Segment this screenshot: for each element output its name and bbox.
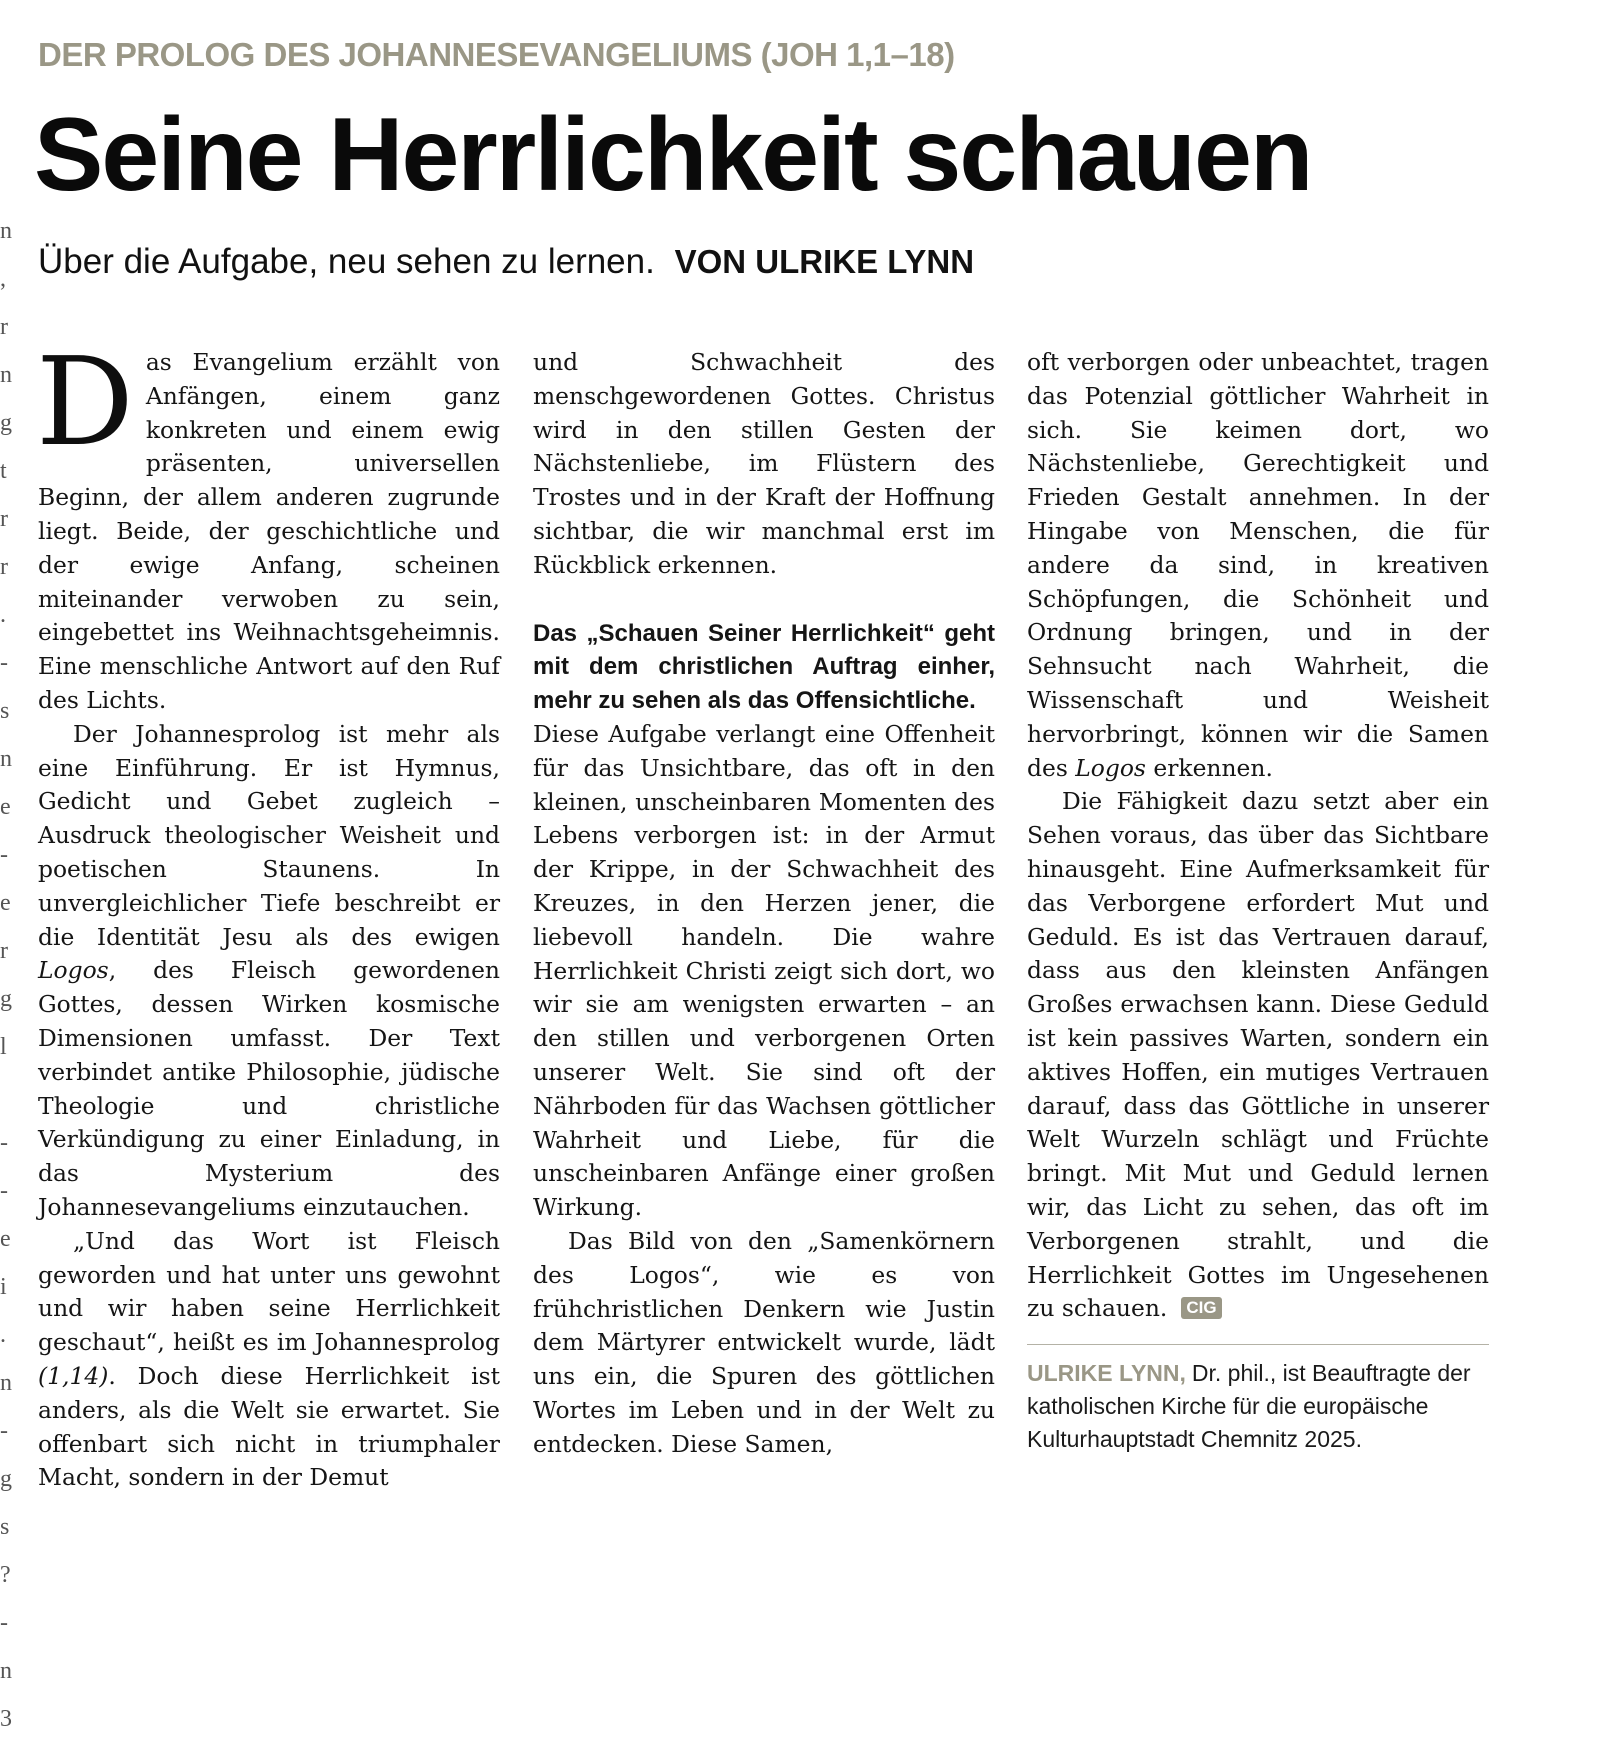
article-column-1 <box>36 331 500 1495</box>
paragraph-text: Die Fähigkeit dazu setzt aber ein Sehen voraus, das über das Sichtbare hinausgeht. Eine Aufmerksamkeit für das Verborgene erfordert Mut und Geduld. Es ist das Vertrauen darauf, dass aus den kleinsten Anfängen Großes erwachsen kann. Diese Geduld ist kein passives Warten, sondern ein aktives Hoffen, ein mutiges Vertrauen darauf, dass das Göttliche in unserer Welt Wurzeln schlägt und Früchte bringt. Mit Mut und Geduld lernen wir, das Licht zu sehen, das oft im Verborgenen strahlt, und die Herrlichkeit Gottes im Ungesehenen zu schauen. <box>1027 787 1489 1323</box>
edge-fragment-char: l <box>0 1034 7 1060</box>
paragraph-text: erkennen. <box>1145 753 1273 782</box>
paragraph-text: as Evangelium erzählt von Anfängen, einem ganz konkreten und einem ewig präsenten, universellen Beginn, der allem anderen zugrunde liegt. Beide, der geschichtliche und der ewige Anfang, scheinen miteinander verwoben zu sein, eingebettet ins Weihnachtsgeheimnis. Eine menschliche Antwort auf den Ruf des Lichts. <box>38 348 500 714</box>
paragraph-text: , des Fleisch gewordenen Gottes, dessen Wirken kosmische Dimensionen umfasst. Der Text verbindet antike Philosophie, jüdische Theologie und christliche Verkündigung zu einer Einladung, in das Mysterium des Johannesevangeliums einzutauchen. <box>38 956 500 1221</box>
edge-fragment-char: i <box>0 1274 7 1300</box>
edge-fragment-char: n <box>0 362 12 388</box>
adjacent-column-fragment <box>0 218 12 1732</box>
paragraph <box>38 718 500 1225</box>
edge-fragment-char: - <box>0 1130 8 1156</box>
paragraph <box>38 1225 500 1495</box>
article-column-3 <box>1027 346 1489 1456</box>
edge-fragment-char: e <box>0 1226 11 1252</box>
logos-term: Logos <box>38 956 109 985</box>
edge-fragment-char: g <box>0 410 12 436</box>
end-badge: CIG <box>1181 1297 1221 1319</box>
paragraph-text: „Und das Wort ist Fleisch geworden und hat unter uns gewohnt und wir haben seine Herrlichkeit geschaut“, heißt es im Johannesprolog <box>38 1226 500 1357</box>
edge-fragment-char: r <box>0 938 8 964</box>
bio-name: ULRIKE LYNN, <box>1027 1360 1186 1387</box>
author-bio <box>1027 1357 1489 1456</box>
edge-fragment-char: . <box>0 1322 6 1348</box>
paragraph <box>1027 346 1489 785</box>
edge-fragment-char: r <box>0 554 8 580</box>
edge-fragment-char: - <box>0 1178 8 1204</box>
paragraph-text: Der Johannesprolog ist mehr als eine Einführung. Er ist Hymnus, Gedicht und Gebet zugleich – Ausdruck theologischer Weisheit und poetischen Staunens. In unvergleichlicher Tiefe beschreibt er die Identität Jesu als des ewigen <box>38 719 500 951</box>
logos-term: Logos <box>1075 753 1146 782</box>
edge-fragment-char <box>0 1082 8 1130</box>
paragraph <box>36 331 500 718</box>
edge-fragment-char: t <box>0 458 7 484</box>
edge-fragment-char: n <box>0 1658 12 1684</box>
edge-fragment-char: n <box>0 1370 12 1396</box>
edge-fragment-char: n <box>0 746 12 772</box>
edge-fragment-char: n <box>0 218 12 244</box>
edge-fragment-char: e <box>0 794 11 820</box>
edge-fragment-char: . <box>0 602 6 628</box>
edge-fragment-char: s <box>0 1514 10 1540</box>
deck <box>38 242 974 282</box>
edge-fragment-char: 3 <box>0 1706 12 1732</box>
edge-fragment-char: g <box>0 1466 12 1492</box>
article-column-2 <box>533 346 995 1462</box>
paragraph: und Schwachheit des menschgewordenen Gottes. Christus wird in den stillen Gesten der Nächstenliebe, im Flüstern des Trostes und in der Kraft der Hoffnung sichtbar, die wir manchmal erst im Rückblick erkennen. <box>533 348 995 579</box>
kicker: DER PROLOG DES JOHANNESEVANGELIUMS (JOH 1,1–18) <box>38 36 955 73</box>
subhead: Das „Schauen Seiner Herrlichkeit“ geht mit dem christlichen Auftrag einher, mehr zu sehen als das Offensichtliche. <box>533 619 995 715</box>
headline: Seine Herrlichkeit schauen <box>34 97 1312 213</box>
edge-fragment-char: , <box>0 266 6 292</box>
edge-fragment-char: - <box>0 1610 8 1636</box>
edge-fragment-char: - <box>0 842 8 868</box>
edge-fragment-char: ? <box>0 1562 11 1588</box>
edge-fragment-char: - <box>0 650 8 676</box>
edge-fragment-char: r <box>0 314 8 340</box>
paragraph-text: oft verborgen oder unbeachtet, tragen das Potenzial göttlicher Wahrheit in sich. Sie keimen dort, wo Nächstenliebe, Gerechtigkeit und Frieden Gestalt annehmen. In der Hingabe von Menschen, die für andere da sind, in kreativen Schöpfungen, die Schönheit und Ordnung bringen, und in der Sehnsucht nach Wahrheit, die Wissenschaft und Weisheit hervorbringt, können wir die Samen des <box>1027 348 1489 782</box>
verse-reference: (1,14) <box>38 1361 109 1390</box>
edge-fragment-char: e <box>0 890 11 916</box>
edge-fragment-char: - <box>0 1418 8 1444</box>
edge-fragment-char: g <box>0 986 12 1012</box>
edge-fragment-char: s <box>0 698 10 724</box>
divider <box>1027 1344 1489 1345</box>
paragraph: Diese Aufgabe verlangt eine Offenheit für das Unsichtbare, das oft in den kleinen, unscheinbaren Momenten des Lebens verborgen ist: in der Armut der Krippe, in der Schwachheit des Kreuzes, in den Herzen jener, die liebevoll handeln. Die wahre Herrlichkeit Christi zeigt sich dort, wo wir sie am wenigsten erwarten – an den stillen und verborgenen Orten unserer Welt. Sie sind oft der Nährboden für das Wachsen göttlicher Wahrheit und Liebe, für die unscheinbaren Anfänge einer großen Wirkung. <box>533 719 995 1222</box>
drop-cap: D <box>36 331 134 473</box>
deck-text: Über die Aufgabe, neu sehen zu lernen. <box>38 242 655 281</box>
bio-text: Dr. phil., ist Beauftragte der katholischen Kirche für die europäische Kulturhauptstadt Chemnitz 2025. <box>1027 1360 1471 1453</box>
paragraph <box>1027 785 1489 1326</box>
paragraph: Das Bild von den „Samenkörnern des Logos“, wie es von frühchristlichen Denkern wie Justin dem Märtyrer entwickelt wurde, lädt uns ein, die Spuren des göttlichen Wortes im Leben und in der Welt zu entdecken. Diese Samen, <box>533 1226 995 1458</box>
paragraph-text: . Doch diese Herrlichkeit ist anders, als die Welt sie erwartet. Sie offenbart sich nicht in triumphaler Macht, sondern in der Demut <box>38 1361 500 1492</box>
edge-fragment-char: r <box>0 506 8 532</box>
byline: VON ULRIKE LYNN <box>674 243 975 280</box>
